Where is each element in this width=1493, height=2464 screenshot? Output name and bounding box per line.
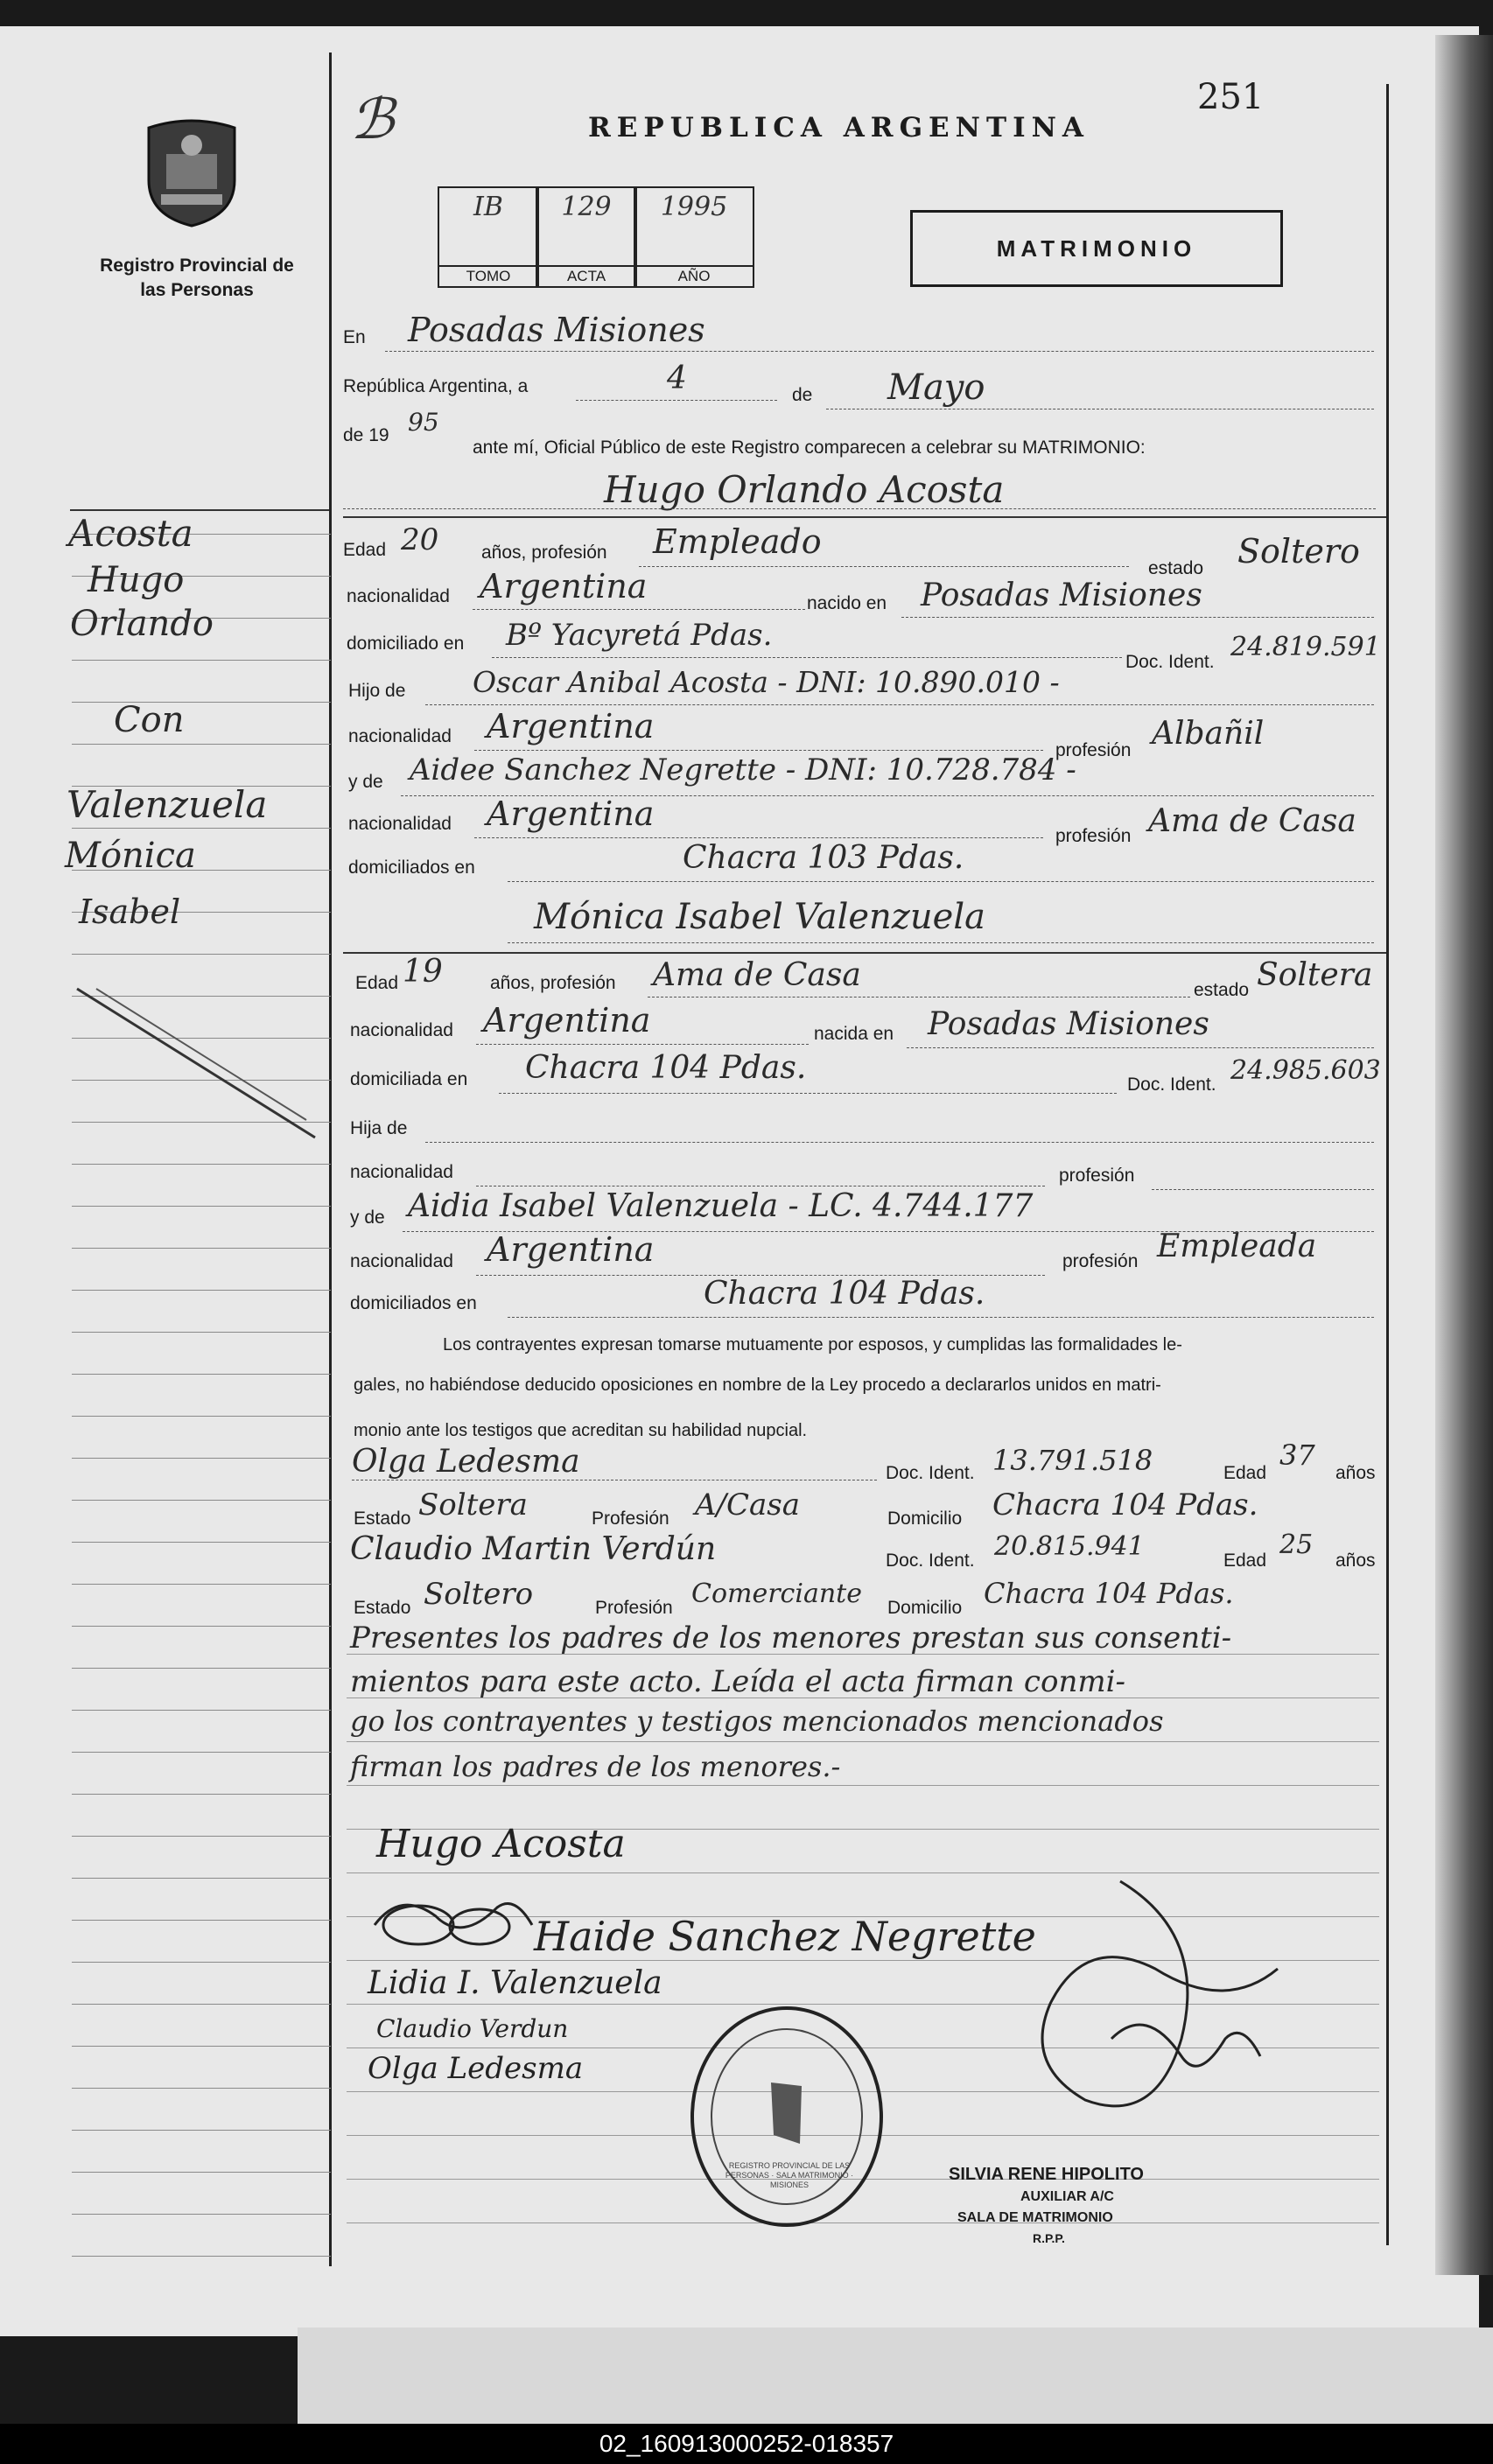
bride-parents-dom-line xyxy=(508,1316,1374,1318)
groom-estado: Soltero xyxy=(1237,532,1360,570)
witness-1-profesion: A/Casa xyxy=(695,1488,801,1522)
witness-2-prof-label: Profesión xyxy=(595,1598,673,1618)
bride-mother-nacionalidad: Argentina xyxy=(487,1230,655,1269)
witness-2-estado: Soltero xyxy=(424,1577,534,1612)
note-line-3: go los contrayentes y testigos mencionados mencionados xyxy=(350,1704,1164,1738)
acta-cell xyxy=(536,186,637,288)
witness-2-profesion: Comerciante xyxy=(691,1578,862,1609)
witness-1-prof-label: Profesión xyxy=(592,1508,669,1529)
registry-name: Registro Provincial de las Personas xyxy=(100,256,294,300)
margin-rule xyxy=(72,2214,331,2215)
groom-domicilio-line xyxy=(492,656,1122,658)
groom-father: Oscar Anibal Acosta - DNI: 10.890.010 - xyxy=(473,665,1060,699)
groom-doc-label: Doc. Ident. xyxy=(1125,652,1215,672)
groom-full-name: Hugo Orlando Acosta xyxy=(604,468,1005,511)
margin-rule xyxy=(72,1752,331,1753)
margin-rule xyxy=(72,2088,331,2089)
margin-name-5: Valenzuela xyxy=(67,783,268,826)
bride-estado-label: estado xyxy=(1194,980,1250,1000)
bride-mother-profesion: Empleada xyxy=(1157,1228,1317,1264)
margin-rule xyxy=(72,1836,331,1837)
bride-mother: Aidia Isabel Valenzuela - LC. 4.744.177 xyxy=(408,1188,1034,1224)
witness-2-estado-label: Estado xyxy=(354,1598,411,1618)
bride-father-nac-line xyxy=(476,1185,1045,1186)
formal-text-1: Los contrayentes expresan tomarse mutuamente por esposos, y cumplidas las formalidades le- xyxy=(443,1335,1182,1354)
bride-domicilio: Chacra 104 Pdas. xyxy=(525,1050,807,1086)
margin-rule xyxy=(72,1164,331,1165)
margin-rule xyxy=(72,2172,331,2173)
country-title: REPUBLICA ARGENTINA xyxy=(588,112,1090,144)
witness-2-doc: 20.815.941 xyxy=(994,1531,1145,1562)
acta-value: 129 xyxy=(561,192,612,222)
note-line-4: firman los padres de los menores.- xyxy=(350,1750,841,1783)
official-seal-text: REGISTRO PROVINCIAL DE LAS PERSONAS · SALA MATRIMONIO · MISIONES xyxy=(725,2161,854,2189)
witness-1-name: Olga Ledesma xyxy=(352,1444,580,1480)
bride-domicilio-line xyxy=(499,1092,1117,1094)
groom-edad-label: Edad xyxy=(343,540,387,560)
groom-nacido: Posadas Misiones xyxy=(921,578,1202,613)
margin-rule xyxy=(72,1290,331,1291)
signature-3: Lidia I. Valenzuela xyxy=(368,1965,662,2001)
year-value: 95 xyxy=(408,408,439,437)
margin-rule xyxy=(72,2004,331,2005)
tomo-value: IB xyxy=(473,192,503,222)
margin-rule xyxy=(72,1332,331,1333)
groom-mother-nacionalidad: Argentina xyxy=(487,794,655,833)
groom-father-nac-label: nacionalidad xyxy=(348,726,452,746)
bride-parents-dom-label: domiciliados en xyxy=(350,1293,477,1313)
witness-2-edad-label: Edad xyxy=(1223,1550,1267,1571)
register-type-label: MATRIMONIO xyxy=(996,235,1197,262)
margin-rule xyxy=(72,1248,331,1249)
margin-rule xyxy=(72,1626,331,1627)
note-line-2: mientos para este acto. Leída el acta firman conmi- xyxy=(350,1664,1125,1699)
witness-1-domicilio: Chacra 104 Pdas. xyxy=(992,1488,1258,1522)
official-title-3: R.P.P. xyxy=(1033,2231,1065,2245)
bride-name-line xyxy=(508,942,1374,943)
groom-father-line xyxy=(425,704,1374,705)
bride-parents-domicilio: Chacra 104 Pdas. xyxy=(704,1276,985,1312)
formal-text-3: monio ante los testigos que acreditan su habilidad nupcial. xyxy=(354,1421,808,1440)
bride-father-nac-label: nacionalidad xyxy=(350,1162,453,1182)
bride-hija-label: Hija de xyxy=(350,1118,408,1138)
bride-mother-nac-label: nacionalidad xyxy=(350,1251,453,1271)
margin-name-2: Hugo xyxy=(88,560,185,600)
witness-1-anos-label: años xyxy=(1335,1463,1376,1483)
anio-cell xyxy=(634,186,754,288)
witness-2-name: Claudio Martin Verdún xyxy=(350,1531,717,1567)
bride-profesion-label: años, profesión xyxy=(490,973,616,993)
bride-nacionalidad-label: nacionalidad xyxy=(350,1020,453,1040)
groom-parents-dom-label: domiciliados en xyxy=(348,858,475,878)
margin-rule xyxy=(72,1962,331,1963)
signature-4: Claudio Verdun xyxy=(376,2014,569,2043)
groom-edad: 20 xyxy=(401,522,439,557)
margin-rule xyxy=(72,1458,331,1459)
groom-profesion-label: años, profesión xyxy=(481,542,607,563)
groom-father-nac-line xyxy=(474,749,1043,751)
day-value: 4 xyxy=(667,360,687,396)
bride-estado: Soltera xyxy=(1257,957,1373,993)
groom-father-nacionalidad: Argentina xyxy=(487,707,655,746)
groom-domicilio: Bº Yacyretá Pdas. xyxy=(506,618,773,653)
bride-section-line xyxy=(343,952,1386,954)
groom-nacionalidad-label: nacionalidad xyxy=(347,586,450,606)
official-seal xyxy=(688,2004,886,2230)
margin-rule xyxy=(72,1206,331,1207)
bride-nacida-line xyxy=(907,1046,1374,1048)
groom-mother-profesion: Ama de Casa xyxy=(1148,803,1356,839)
republica-label: República Argentina, a xyxy=(343,376,529,396)
margin-rule xyxy=(72,702,331,703)
official-name: SILVIA RENE HIPOLITO xyxy=(949,2165,1144,2184)
margin-rule xyxy=(72,1920,331,1921)
groom-parents-domicilio: Chacra 103 Pdas. xyxy=(683,840,964,876)
signature-1: Hugo Acosta xyxy=(376,1822,626,1866)
month-value: Mayo xyxy=(887,368,985,408)
witness-2-edad: 25 xyxy=(1279,1530,1314,1560)
ante-text: ante mí, Oficial Público de este Registro comparecen a celebrar su MATRIMONIO: xyxy=(473,438,1146,458)
groom-profesion: Empleado xyxy=(653,522,822,561)
registry-emblem xyxy=(140,119,243,228)
bride-father-prof-label: profesión xyxy=(1059,1166,1135,1186)
witness-2-anos-label: años xyxy=(1335,1550,1376,1571)
place-value: Posadas Misiones xyxy=(408,311,705,349)
bride-mother-prof-label: profesión xyxy=(1062,1251,1139,1271)
witness-2-dom-label: Domicilio xyxy=(887,1598,963,1618)
witness-1-edad-label: Edad xyxy=(1223,1463,1267,1483)
witness-2-doc-label: Doc. Ident. xyxy=(886,1550,975,1571)
groom-nacido-label: nacido en xyxy=(807,593,887,613)
groom-nacido-line xyxy=(901,616,1374,618)
groom-section-line xyxy=(343,516,1386,518)
margin-name-1: Acosta xyxy=(68,512,193,555)
header-mark: ℬ xyxy=(350,88,395,152)
body-rule xyxy=(347,1785,1379,1786)
signature-2: Haide Sanchez Negrette xyxy=(534,1913,1036,1960)
bride-domicilio-label: domiciliada en xyxy=(350,1069,468,1089)
groom-father-profesion: Albañil xyxy=(1152,716,1265,752)
margin-rule xyxy=(72,1500,331,1501)
groom-mother: Aidee Sanchez Negrette - DNI: 10.728.784 - xyxy=(410,752,1076,788)
signature-5: Olga Ledesma xyxy=(368,2051,584,2086)
groom-profesion-line xyxy=(639,565,1129,567)
bride-yde-label: y de xyxy=(350,1208,385,1228)
official-title-2: SALA DE MATRIMONIO xyxy=(957,2210,1113,2225)
witness-2-domicilio: Chacra 104 Pdas. xyxy=(984,1577,1234,1610)
margin-rule xyxy=(72,660,331,661)
groom-mother-nac-line xyxy=(474,836,1043,838)
book-binding xyxy=(1435,35,1493,2275)
margin-rule xyxy=(72,1878,331,1879)
witness-1-dom-label: Domicilio xyxy=(887,1508,963,1529)
groom-father-prof-label: profesión xyxy=(1055,740,1132,760)
tomo-label: TOMO xyxy=(439,265,537,286)
bride-father-prof-line xyxy=(1152,1188,1374,1190)
groom-mother-prof-label: profesión xyxy=(1055,826,1132,846)
bride-nacida-label: nacida en xyxy=(814,1024,894,1044)
margin-name-7: Isabel xyxy=(79,892,181,931)
acta-label: ACTA xyxy=(537,265,635,286)
bride-full-name: Mónica Isabel Valenzuela xyxy=(534,897,985,937)
de-label: de xyxy=(792,385,813,405)
margin-rule xyxy=(72,1794,331,1795)
en-label: En xyxy=(343,327,366,347)
groom-yde-label: y de xyxy=(348,772,383,792)
margin-top-line xyxy=(70,509,329,511)
groom-domicilio-label: domiciliado en xyxy=(347,634,465,654)
margin-rule xyxy=(72,2046,331,2047)
margin-rule xyxy=(72,1416,331,1417)
margin-rule xyxy=(72,744,331,745)
margin-rule xyxy=(72,1710,331,1711)
margin-rule xyxy=(72,1542,331,1543)
register-type-box xyxy=(910,210,1283,287)
place-line xyxy=(385,350,1374,352)
groom-nacionalidad-line xyxy=(473,608,805,610)
year-label: de 19 xyxy=(343,425,389,445)
margin-rule xyxy=(72,1584,331,1585)
groom-hijo-label: Hijo de xyxy=(348,681,406,701)
bride-profesion: Ama de Casa xyxy=(653,957,861,993)
official-signature xyxy=(1015,1864,1313,2152)
margin-rule xyxy=(72,2130,331,2131)
margin-rule xyxy=(72,828,331,829)
witness-1-doc: 13.791.518 xyxy=(992,1444,1153,1477)
witness-1-estado: Soltera xyxy=(418,1488,528,1522)
bride-edad: 19 xyxy=(403,954,443,990)
formal-text-2: gales, no habiéndose deducido oposiciones en nombre de la Ley procedo a declararlos unidos en matri- xyxy=(354,1376,1161,1395)
right-frame-line xyxy=(1386,84,1389,2245)
left-frame-line xyxy=(329,52,332,2266)
bride-edad-label: Edad xyxy=(355,973,399,993)
witness-1-edad: 37 xyxy=(1279,1438,1315,1472)
margin-rule xyxy=(72,1374,331,1375)
day-line xyxy=(576,399,777,401)
groom-nacionalidad: Argentina xyxy=(480,567,648,606)
witness-1-estado-label: Estado xyxy=(354,1508,411,1529)
groom-mother-nac-label: nacionalidad xyxy=(348,814,452,834)
tomo-cell xyxy=(438,186,539,288)
bride-nacionalidad: Argentina xyxy=(483,1001,651,1040)
groom-estado-label: estado xyxy=(1148,558,1204,578)
margin-cross-out xyxy=(70,980,333,1155)
scan-bottom-strip xyxy=(298,2328,1493,2424)
margin-rule xyxy=(72,2256,331,2257)
margin-name-4: Con xyxy=(114,700,185,740)
file-id-footer: 02_160913000252-018357 xyxy=(0,2424,1493,2464)
official-title-1: AUXILIAR A/C xyxy=(1020,2189,1114,2204)
groom-parents-dom-line xyxy=(508,880,1374,882)
anio-value: 1995 xyxy=(660,192,728,222)
margin-rule xyxy=(72,954,331,955)
bride-profesion-line xyxy=(648,996,1190,998)
bride-doc: 24.985.603 xyxy=(1230,1055,1381,1086)
body-rule xyxy=(347,1741,1379,1742)
page-number: 251 xyxy=(1197,77,1265,117)
month-line xyxy=(826,408,1374,410)
groom-name-line xyxy=(343,508,1376,509)
margin-rule xyxy=(72,1668,331,1669)
margin-name-6: Mónica xyxy=(65,836,196,876)
signature-scribble xyxy=(366,1890,541,1960)
witness-1-name-line xyxy=(352,1479,877,1480)
groom-doc: 24.819.591 xyxy=(1230,632,1381,662)
witness-1-doc-label: Doc. Ident. xyxy=(886,1463,975,1483)
bride-doc-label: Doc. Ident. xyxy=(1127,1074,1216,1095)
bride-nacionalidad-line xyxy=(476,1043,809,1045)
bride-nacida: Posadas Misiones xyxy=(928,1006,1209,1042)
margin-name-3: Orlando xyxy=(70,604,214,644)
note-line-1: Presentes los padres de los menores prestan sus consenti- xyxy=(350,1620,1232,1656)
bride-father-line xyxy=(425,1141,1374,1143)
anio-label: AÑO xyxy=(635,265,753,286)
